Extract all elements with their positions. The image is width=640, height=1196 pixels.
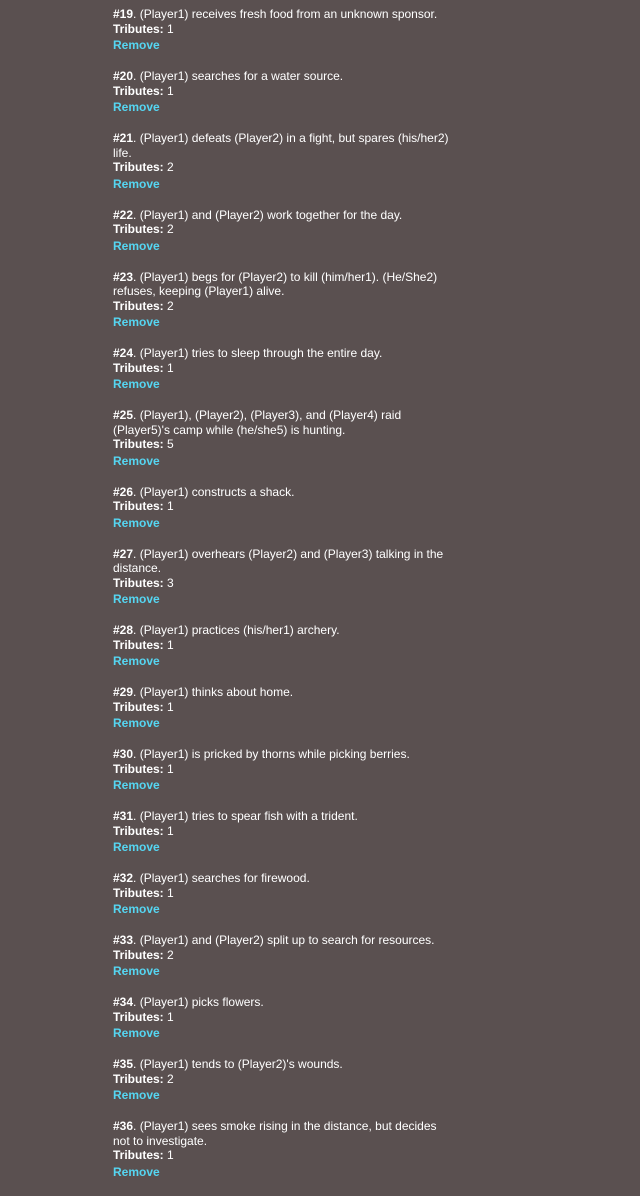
remove-link[interactable]: Remove [113,964,160,978]
event-description: #25. (Player1), (Player2), (Player3), and (Player4) raid (Player5)'s camp while (he/she5) is hunting. [113,408,402,437]
event-number: #36 [113,1119,134,1133]
event-tributes [113,948,453,963]
event-number: #33 [113,933,134,947]
event-description: #27. (Player1) overhears (Player2) and (Player3) talking in the distance. [113,546,444,575]
event-number: #35 [113,1057,134,1071]
remove-link[interactable]: Remove [113,654,160,668]
remove-link[interactable]: Remove [113,592,160,606]
event-item [113,995,453,1042]
remove-link[interactable]: Remove [113,716,160,730]
event-tributes [113,700,453,715]
tributes-label: Tributes: [113,761,164,776]
event-text: (Player1) tries to spear fish with a trident. [139,809,358,823]
event-item [113,809,453,856]
remove-link[interactable]: Remove [113,1026,160,1040]
tributes-count: 1 [167,885,174,900]
event-number: #19 [113,7,134,21]
remove-link[interactable]: Remove [113,1088,160,1102]
event-description: #32. (Player1) searches for firewood. [113,871,310,885]
tributes-label: Tributes: [113,823,164,838]
event-tributes [113,222,453,237]
tributes-label: Tributes: [113,83,164,98]
event-number: #28 [113,623,134,637]
event-text: (Player1) and (Player2) split up to search for resources. [139,933,435,947]
event-tributes [113,638,453,653]
event-text: (Player1) searches for a water source. [139,69,344,83]
event-tributes [113,499,453,514]
event-item [113,69,453,116]
event-tributes [113,762,453,777]
event-item [113,871,453,918]
tributes-count: 5 [167,437,174,451]
tributes-label: Tributes: [113,360,164,375]
event-number: #22 [113,207,134,222]
tributes-count: 2 [167,222,174,236]
event-text: (Player1) constructs a shack. [139,484,295,499]
event-tributes [113,22,453,37]
event-text: (Player1) begs for (Player2) to kill (him/her1). (He/She2) refuses, keeping (Player1) alive. [113,269,438,298]
event-tributes [113,824,453,839]
tributes-label: Tributes: [113,1071,164,1086]
tributes-label: Tributes: [113,947,164,962]
event-item [113,1119,453,1181]
event-text: (Player1) tends to (Player2)'s wounds. [139,1057,343,1071]
remove-link[interactable]: Remove [113,453,160,468]
event-description: #23. (Player1) begs for (Player2) to kill (him/her1). (He/She2) refuses, keeping (Player1) alive. [113,269,438,298]
event-text: (Player1) tries to sleep through the entire day. [139,346,383,360]
event-text: (Player1) and (Player2) work together for the day. [139,207,403,222]
event-number: #25 [113,408,134,422]
tributes-label: Tributes: [113,160,164,174]
event-text: (Player1) picks flowers. [139,995,264,1009]
event-number: #21 [113,131,134,145]
tributes-label: Tributes: [113,1148,164,1162]
tributes-count: 1 [167,1148,174,1162]
event-number: #31 [113,809,134,823]
event-number: #20 [113,69,134,83]
event-item [113,131,453,193]
tributes-count: 1 [167,699,174,714]
tributes-label: Tributes: [113,499,164,513]
event-list [113,0,453,1196]
event-description: #36. (Player1) sees smoke rising in the distance, but decides not to investigate. [113,1119,437,1148]
tributes-count: 3 [167,575,174,590]
tributes-count: 1 [167,637,174,652]
event-text: (Player1), (Player2), (Player3), and (Player4) raid (Player5)'s camp while (he/she5) is hunting. [113,408,402,437]
event-item [113,1057,453,1104]
tributes-label: Tributes: [113,637,164,652]
remove-link[interactable]: Remove [113,315,160,329]
event-description: #35. (Player1) tends to (Player2)'s wounds. [113,1057,343,1071]
remove-link[interactable]: Remove [113,902,160,916]
tributes-count: 2 [167,160,174,174]
tributes-count: 1 [167,83,174,98]
event-tributes [113,1072,453,1087]
tributes-count: 2 [167,947,174,962]
event-text: (Player1) sees smoke rising in the distance, but decides not to investigate. [113,1119,437,1148]
event-description: #26. (Player1) constructs a shack. [113,484,295,499]
tributes-count: 1 [167,360,174,375]
tributes-count: 1 [167,1009,174,1024]
event-tributes [113,886,453,901]
remove-link[interactable]: Remove [113,1164,160,1179]
remove-link[interactable]: Remove [113,238,160,253]
event-description: #24. (Player1) tries to sleep through the entire day. [113,346,383,360]
event-item [113,547,453,609]
event-description: #22. (Player1) and (Player2) work together for the day. [113,207,403,222]
event-text: (Player1) overhears (Player2) and (Player3) talking in the distance. [113,546,444,575]
event-item [113,270,453,332]
event-tributes [113,576,453,591]
tributes-label: Tributes: [113,1009,164,1024]
event-text: (Player1) searches for firewood. [139,871,310,885]
event-tributes [113,84,453,99]
event-description: #30. (Player1) is pricked by thorns while picking berries. [113,747,410,761]
tributes-count: 2 [167,298,174,313]
tributes-count: 1 [167,21,174,36]
event-item [113,747,453,794]
tributes-label: Tributes: [113,575,164,590]
event-text: (Player1) thinks about home. [139,685,294,699]
event-number: #23 [113,269,134,284]
event-description: #19. (Player1) receives fresh food from an unknown sponsor. [113,7,438,21]
event-number: #29 [113,685,134,699]
event-description: #21. (Player1) defeats (Player2) in a fight, but spares (his/her2) life. [113,131,449,160]
event-item [113,623,453,670]
event-tributes [113,160,453,175]
remove-link[interactable]: Remove [113,377,160,391]
event-number: #34 [113,995,134,1009]
tributes-label: Tributes: [113,437,164,451]
remove-link[interactable]: Remove [113,176,160,191]
event-number: #30 [113,747,134,761]
tributes-label: Tributes: [113,21,164,36]
event-item [113,685,453,732]
tributes-count: 1 [167,823,174,838]
event-text: (Player1) receives fresh food from an unknown sponsor. [139,7,438,21]
event-description: #33. (Player1) and (Player2) split up to search for resources. [113,933,435,947]
event-description: #34. (Player1) picks flowers. [113,995,264,1009]
event-text: (Player1) defeats (Player2) in a fight, but spares (his/her2) life. [113,131,449,160]
event-tributes [113,299,453,314]
event-tributes [113,1148,453,1163]
event-description: #20. (Player1) searches for a water source. [113,69,344,83]
event-item [113,346,453,393]
tributes-count: 2 [167,1071,174,1086]
event-tributes [113,361,453,376]
event-text: (Player1) practices (his/her1) archery. [139,623,340,637]
tributes-count: 1 [167,499,174,513]
event-number: #24 [113,346,134,360]
event-item [113,7,453,54]
remove-link[interactable]: Remove [113,100,160,114]
event-tributes [113,1010,453,1025]
tributes-label: Tributes: [113,699,164,714]
remove-link[interactable]: Remove [113,38,160,52]
event-item [113,485,453,532]
tributes-count: 1 [167,761,174,776]
event-number: #27 [113,546,134,561]
event-item [113,933,453,980]
event-description: #28. (Player1) practices (his/her1) archery. [113,623,340,637]
remove-link[interactable]: Remove [113,840,160,854]
event-description: #31. (Player1) tries to spear fish with a trident. [113,809,358,823]
event-number: #32 [113,871,134,885]
event-text: (Player1) is pricked by thorns while picking berries. [139,747,410,761]
remove-link[interactable]: Remove [113,515,160,530]
tributes-label: Tributes: [113,885,164,900]
event-item [113,208,453,255]
remove-link[interactable]: Remove [113,778,160,792]
event-number: #26 [113,484,134,499]
tributes-label: Tributes: [113,298,164,313]
tributes-label: Tributes: [113,222,164,236]
event-description: #29. (Player1) thinks about home. [113,685,294,699]
event-tributes [113,437,453,452]
event-item [113,408,453,470]
